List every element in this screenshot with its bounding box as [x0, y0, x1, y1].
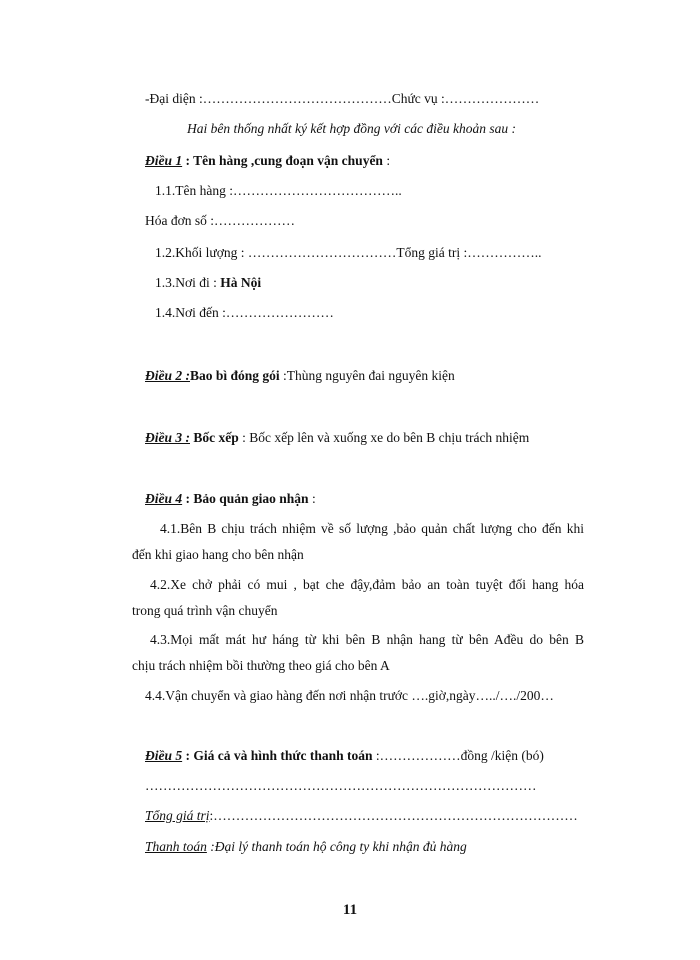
article-1-rest: :: [382, 153, 391, 168]
article-1-heading: [145, 152, 390, 170]
item-4-1-line-1: 4.1.Bên B chịu trách nhiệm về số lượng ,bảo quản chất lượng cho đến khi: [160, 521, 584, 536]
total-value-dots: :………………………………………………………………………: [209, 808, 578, 823]
intro-line: Hai bên thống nhất ký kết hợp đồng với các điều khoản sau :: [187, 121, 516, 136]
payment-line: [145, 838, 467, 856]
item-4-2-line-1: 4.2.Xe chở phải có mui , bạt che đậy,đảm bảo an toàn tuyệt đối hang hóa: [150, 577, 584, 592]
item-1-3-prefix: 1.3.Nơi đi :: [155, 275, 221, 290]
article-3-rest: : Bốc xếp lên và xuống xe do bên B chịu trách nhiệm: [238, 430, 530, 445]
item-1-2: 1.2.Khối lượng : ……………………………Tổng giá trị :……………..: [155, 245, 542, 260]
article-3-title: Bốc xếp: [190, 430, 239, 445]
article-2-title: Bao bì đóng gói: [190, 368, 280, 383]
total-value-line: [145, 807, 578, 825]
payment-text: :Đại lý thanh toán hộ công ty khi nhận đủ hàng: [206, 839, 467, 854]
article-5-rest: :………………đồng /kiện (bó): [372, 748, 544, 763]
item-1-4: 1.4.Nơi đến :……………………: [155, 305, 334, 320]
payment-label: Thanh toán: [145, 839, 207, 854]
invoice-number-line: Hóa đơn số :………………: [145, 213, 296, 228]
article-1-title: : Tên hàng ,cung đoạn vận chuyển: [182, 153, 383, 168]
item-4-4: 4.4.Vận chuyển và giao hàng đến nơi nhận trước ….giờ,ngày…../…./200…: [145, 688, 554, 703]
article-5-label: Điều 5: [145, 748, 183, 763]
page-number: 11: [342, 902, 358, 918]
dotted-fill-line: ……………………………………………………………………………: [145, 778, 537, 793]
total-value-label: Tổng giá trị: [145, 808, 210, 823]
item-4-2-line-2: trong quá trình vận chuyển: [132, 603, 278, 618]
article-2-heading: [145, 367, 455, 385]
article-2-rest: :Thùng nguyên đai nguyên kiện: [279, 368, 455, 383]
item-4-3-line-1: 4.3.Mọi mất mát hư háng từ khi bên B nhận hang từ bên Ađều do bên B: [150, 632, 584, 647]
article-5-title: : Giá cả và hình thức thanh toán: [182, 748, 373, 763]
article-4-title: : Bảo quản giao nhận: [182, 491, 309, 506]
item-4-1-line-2: đến khi giao hang cho bên nhận: [132, 547, 304, 562]
item-4-3-line-2: chịu trách nhiệm bồi thường theo giá cho bên A: [132, 658, 390, 673]
article-3-label: Điều 3 :: [145, 430, 190, 445]
article-5-heading: [145, 747, 544, 765]
article-4-rest: :: [308, 491, 316, 506]
article-4-heading: [145, 490, 316, 508]
item-1-1: 1.1.Tên hàng :………………………………..: [155, 183, 402, 198]
article-2-label: Điều 2 :: [145, 368, 190, 383]
item-1-3-value: Hà Nội: [220, 275, 262, 290]
representative-line: -Đại diện :……………………………………Chức vụ :…………………: [145, 91, 540, 106]
item-1-3: [155, 274, 261, 292]
article-1-label: Điều 1: [145, 153, 183, 168]
article-3-heading: [145, 429, 529, 447]
article-4-label: Điều 4: [145, 491, 183, 506]
